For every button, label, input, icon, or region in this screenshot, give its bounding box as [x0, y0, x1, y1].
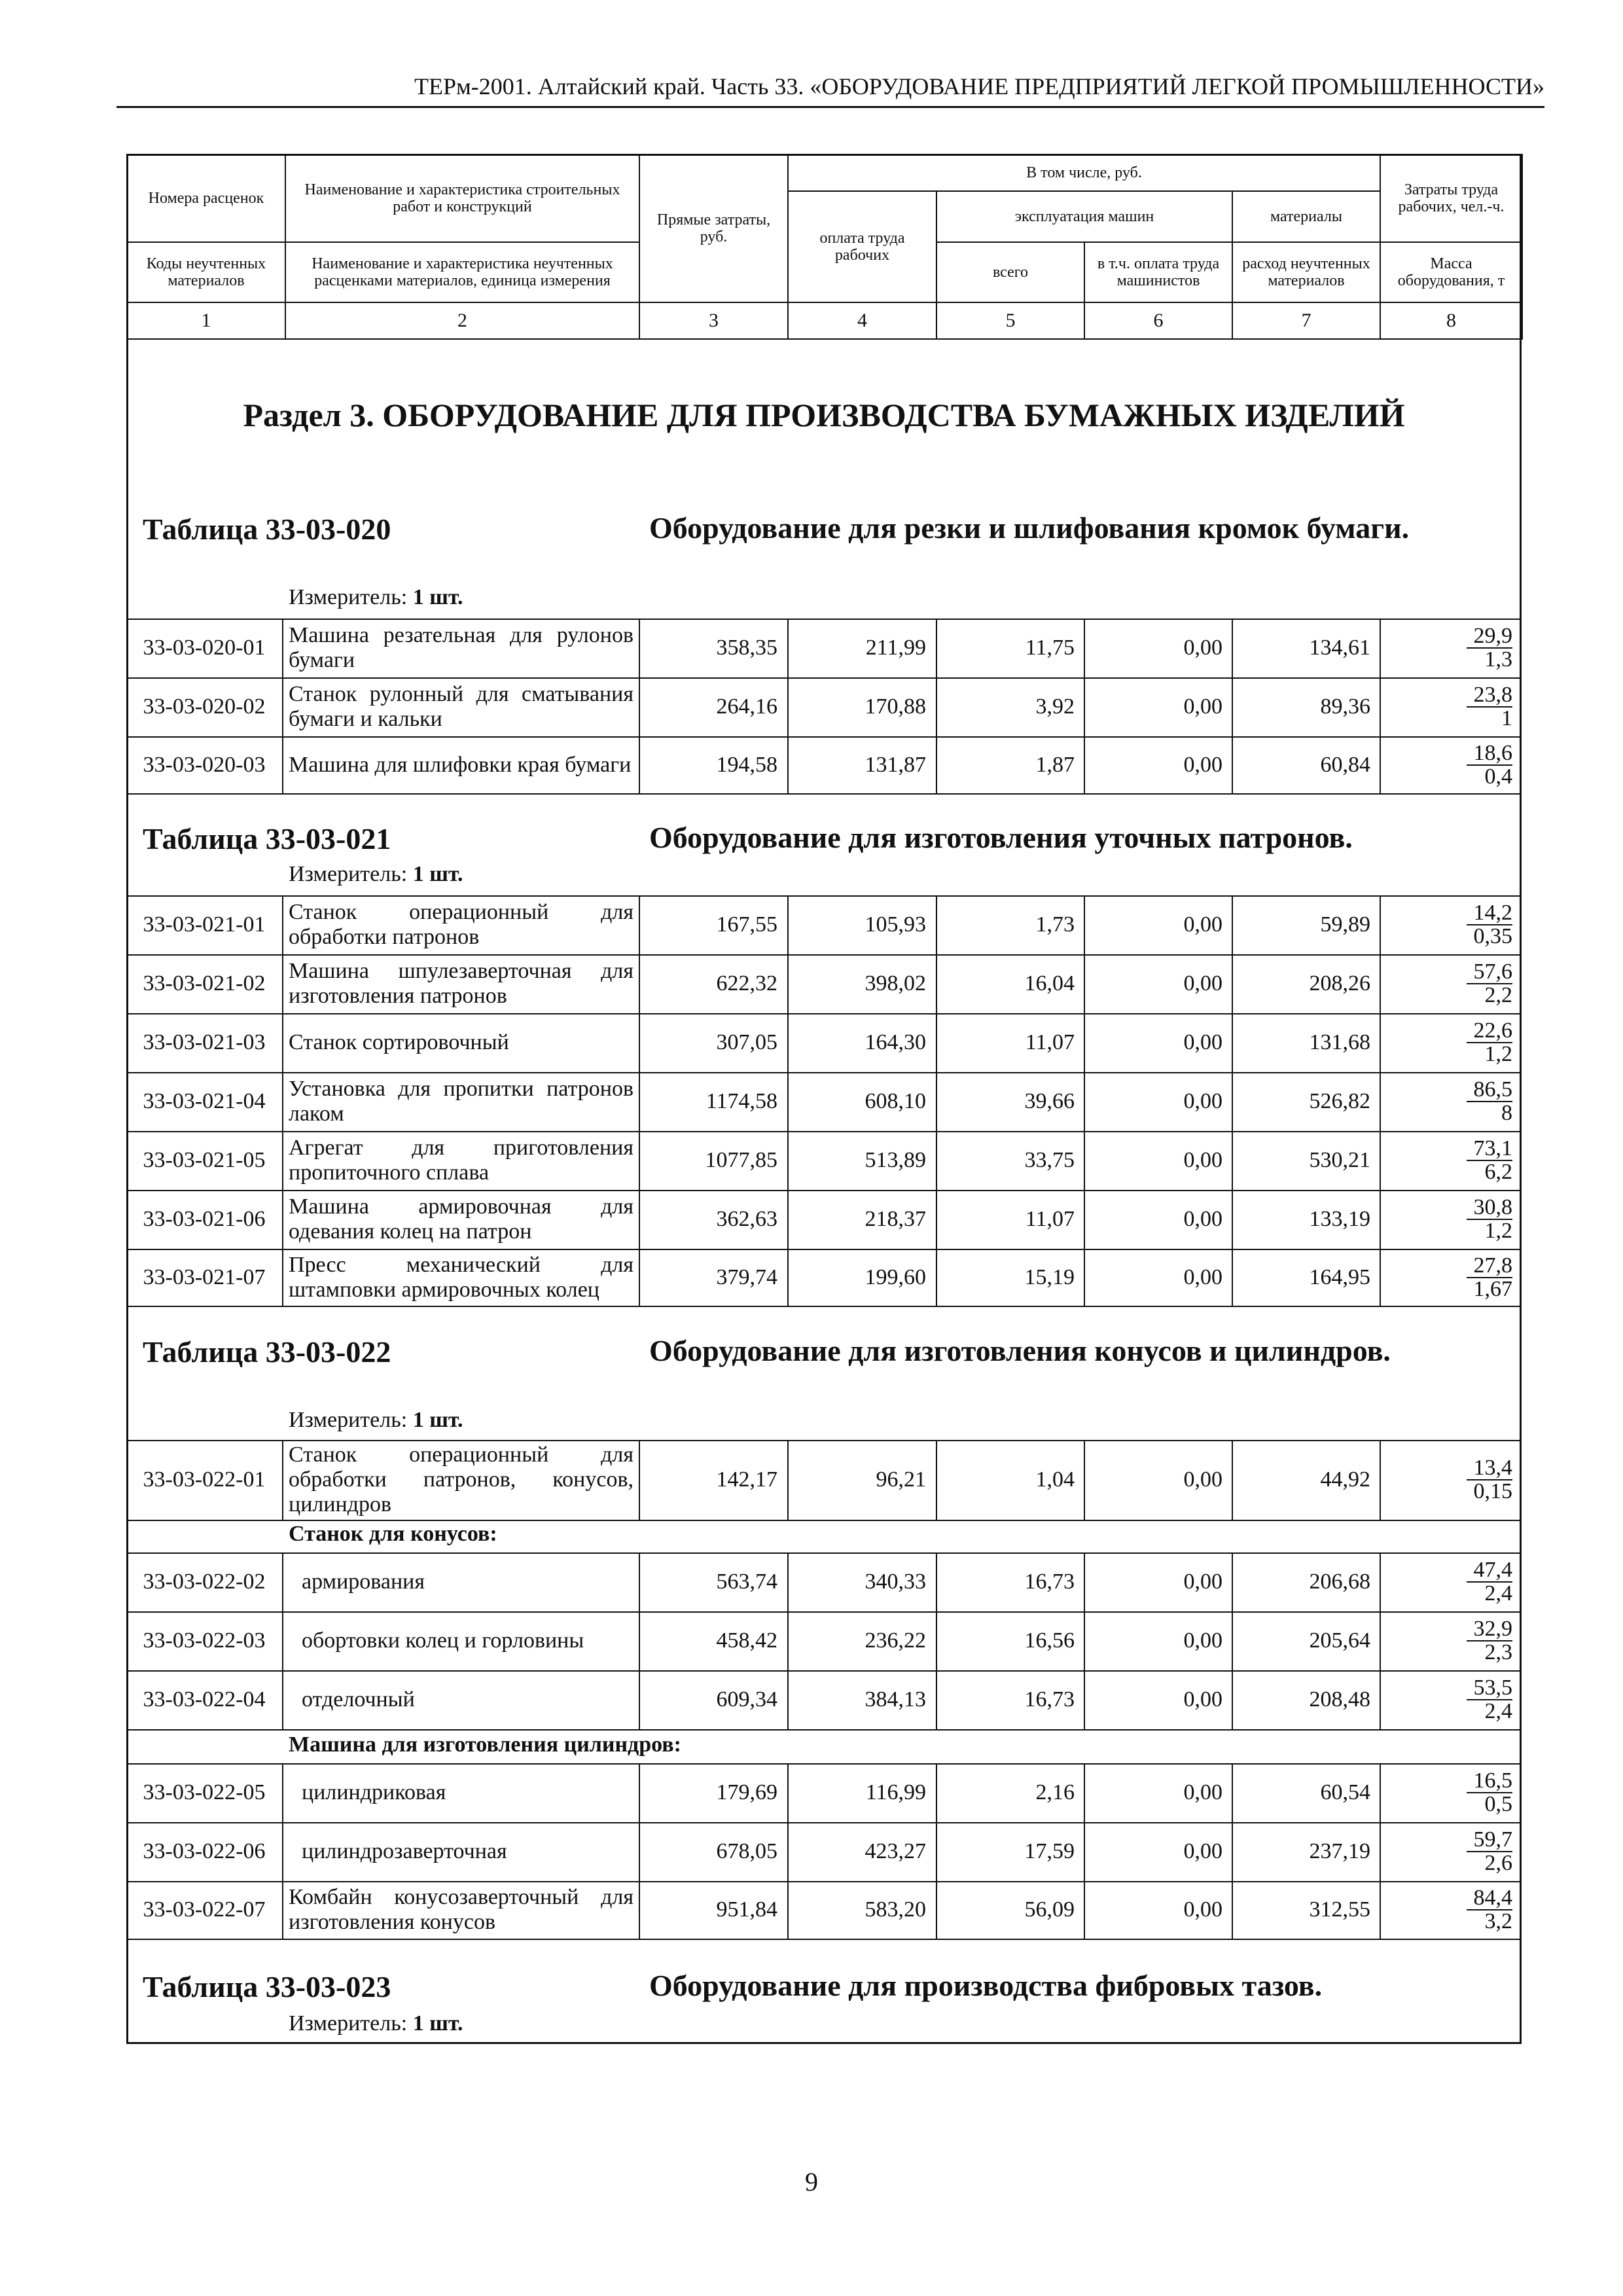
materials: 205,64	[1309, 1628, 1370, 1653]
labor-pay: 513,89	[865, 1148, 926, 1172]
machinist-pay: 0,00	[1183, 1687, 1222, 1712]
col-number: 2	[285, 302, 639, 339]
meter: Измеритель: 1 шт.	[289, 585, 463, 609]
labor-pay: 170,88	[865, 694, 926, 719]
labor-and-mass	[1380, 1440, 1522, 1520]
rule	[282, 1611, 283, 1670]
labor-cost: 86,5	[1467, 1079, 1512, 1102]
machinist-pay: 0,00	[1183, 636, 1222, 660]
rate-code: 33-03-022-05	[143, 1780, 266, 1804]
work-name: Станок операционный для обработки патронов	[289, 900, 633, 949]
work-name: Агрегат для приготовления пропиточного сплава	[289, 1136, 633, 1185]
rule	[282, 1249, 283, 1306]
rate-code: 33-03-021-01	[143, 912, 266, 937]
rule	[282, 1190, 283, 1249]
work-name: Машина шпулезаверточная для изготовления патронов	[289, 959, 633, 1008]
table-number: Таблица 33-03-022	[143, 1335, 391, 1369]
labor-pay: 340,33	[865, 1570, 926, 1594]
machinist-pay: 0,00	[1183, 1207, 1222, 1231]
work-name: Станок сортировочный	[289, 1030, 509, 1054]
hdr-incl: В том числе, руб.	[788, 154, 1380, 191]
equipment-mass: 1	[1501, 706, 1512, 730]
equipment-mass: 3,2	[1484, 1909, 1512, 1933]
materials: 208,26	[1309, 971, 1370, 996]
labor-pay: 398,02	[865, 971, 926, 996]
labor-cost: 23,8	[1467, 684, 1512, 708]
labor-cost: 59,7	[1467, 1829, 1512, 1852]
rate-code: 33-03-020-02	[143, 694, 266, 719]
labor-pay: 116,99	[865, 1780, 926, 1804]
rule	[126, 1552, 1522, 1554]
machinist-pay: 0,00	[1183, 1570, 1222, 1594]
direct-costs: 1077,85	[705, 1148, 777, 1172]
machinist-pay: 0,00	[1183, 1467, 1222, 1492]
labor-pay: 423,27	[865, 1839, 926, 1863]
running-head: ТЕРм-2001. Алтайский край. Часть 33. «ОБОРУДОВАНИЕ ПРЕДПРИЯТИЙ ЛЕГКОЙ ПРОМЫШЛЕННОСТИ»	[116, 71, 1544, 108]
equipment-mass: 2,4	[1484, 1699, 1512, 1723]
col-number: 3	[639, 302, 788, 339]
materials: 530,21	[1309, 1148, 1370, 1172]
hdr-materials: материалы	[1232, 191, 1380, 242]
rule	[126, 793, 1522, 795]
col-number: 8	[1380, 302, 1522, 339]
hdr-incl-machinist: в т.ч. оплата труда машинистов	[1084, 242, 1232, 302]
col-number: 6	[1084, 302, 1232, 339]
rule	[282, 895, 283, 954]
rule	[282, 1072, 283, 1131]
rule	[282, 1013, 283, 1072]
labor-pay: 218,37	[865, 1207, 926, 1231]
machine-ops-total: 16,04	[1024, 971, 1075, 996]
equipment-mass: 8	[1501, 1101, 1512, 1125]
materials: 134,61	[1309, 636, 1370, 660]
machinist-pay: 0,00	[1183, 1148, 1222, 1172]
subheading: Машина для изготовления цилиндров:	[289, 1732, 681, 1757]
machine-ops-total: 15,19	[1024, 1265, 1075, 1289]
direct-costs: 379,74	[716, 1265, 777, 1289]
rate-code: 33-03-022-01	[143, 1467, 266, 1492]
rule	[126, 1763, 1522, 1765]
materials: 312,55	[1309, 1897, 1370, 1922]
work-name: обортовки колец и горловины	[302, 1628, 584, 1653]
meter: Измеритель: 1 шт.	[289, 1408, 463, 1432]
direct-costs: 622,32	[716, 971, 777, 996]
direct-costs: 194,58	[716, 752, 777, 777]
labor-cost: 57,6	[1467, 961, 1512, 984]
labor-cost: 29,9	[1467, 625, 1512, 649]
machine-ops-total: 2,16	[1035, 1780, 1075, 1804]
materials: 44,92	[1320, 1467, 1370, 1492]
labor-cost: 14,2	[1467, 902, 1512, 925]
hdr-direct-costs: Прямые затраты, руб.	[639, 154, 788, 302]
direct-costs: 563,74	[716, 1570, 777, 1594]
machine-ops-total: 1,04	[1035, 1467, 1075, 1492]
machine-ops-total: 56,09	[1024, 1897, 1075, 1922]
equipment-mass: 0,15	[1473, 1479, 1512, 1503]
materials: 133,19	[1309, 1207, 1370, 1231]
equipment-mass: 2,3	[1484, 1640, 1512, 1664]
rule	[282, 1552, 283, 1611]
rule	[282, 1670, 283, 1729]
machinist-pay: 0,00	[1183, 1897, 1222, 1922]
rule	[282, 736, 283, 793]
page-number: 9	[805, 2167, 818, 2197]
rate-code: 33-03-022-07	[143, 1897, 266, 1922]
rule	[282, 1763, 283, 1822]
table-number: Таблица 33-03-021	[143, 822, 391, 855]
labor-cost: 22,6	[1467, 1020, 1512, 1043]
rate-code: 33-03-020-03	[143, 752, 266, 777]
rate-code: 33-03-022-04	[143, 1687, 266, 1712]
machine-ops-total: 39,66	[1024, 1089, 1075, 1113]
hdr-machine-ops: эксплуатация машин	[936, 191, 1232, 242]
work-name: Комбайн конусозаверточный для изготовления конусов	[289, 1885, 633, 1934]
table-title: Оборудование для резки и шлифования кромок бумаги.	[649, 511, 1410, 545]
machine-ops-total: 11,07	[1025, 1207, 1075, 1231]
labor-pay: 199,60	[865, 1265, 926, 1289]
rule	[282, 677, 283, 736]
labor-and-mass	[1380, 1763, 1522, 1822]
labor-and-mass	[1380, 677, 1522, 736]
rule	[126, 1939, 1522, 1940]
direct-costs: 678,05	[716, 1839, 777, 1863]
hdr-rate-numbers: Номера расценок	[127, 154, 285, 242]
materials: 60,84	[1320, 752, 1370, 777]
labor-pay: 131,87	[865, 752, 926, 777]
direct-costs: 951,84	[716, 1897, 777, 1922]
meter: Измеритель: 1 шт.	[289, 2011, 463, 2036]
work-name: Установка для пропитки патронов лаком	[289, 1077, 633, 1126]
labor-and-mass	[1380, 1249, 1522, 1306]
rule	[282, 619, 283, 677]
work-name: цилиндрозаверточная	[302, 1839, 507, 1863]
table-number: Таблица 33-03-020	[143, 512, 391, 546]
direct-costs: 1174,58	[705, 1089, 777, 1113]
rate-code: 33-03-021-07	[143, 1265, 266, 1289]
machine-ops-total: 11,07	[1025, 1030, 1075, 1054]
labor-pay: 384,13	[865, 1687, 926, 1712]
labor-and-mass	[1380, 1131, 1522, 1190]
machinist-pay: 0,00	[1183, 1265, 1222, 1289]
rule	[282, 954, 283, 1013]
materials: 526,82	[1309, 1089, 1370, 1113]
rule	[282, 1881, 283, 1939]
equipment-mass: 2,4	[1484, 1581, 1512, 1605]
rate-code: 33-03-021-03	[143, 1030, 266, 1054]
equipment-mass: 1,2	[1484, 1042, 1512, 1066]
machinist-pay: 0,00	[1183, 1089, 1222, 1113]
machinist-pay: 0,00	[1183, 752, 1222, 777]
subheading: Станок для конусов:	[289, 1522, 497, 1546]
materials: 208,48	[1309, 1687, 1370, 1712]
work-name: Машина резательная для рулонов бумаги	[289, 623, 633, 672]
rate-code: 33-03-021-04	[143, 1089, 266, 1113]
labor-cost: 16,5	[1467, 1770, 1512, 1793]
table-title: Оборудование для изготовления конусов и цилиндров.	[649, 1334, 1391, 1367]
labor-and-mass	[1380, 736, 1522, 793]
work-name: армирования	[302, 1570, 425, 1594]
labor-and-mass	[1380, 1822, 1522, 1881]
equipment-mass: 1,67	[1473, 1276, 1512, 1301]
rate-code: 33-03-021-05	[143, 1148, 266, 1172]
work-name: Пресс механический для штамповки армировочных колец	[289, 1252, 633, 1302]
direct-costs: 458,42	[716, 1628, 777, 1653]
direct-costs: 264,16	[716, 694, 777, 719]
machine-ops-total: 11,75	[1025, 636, 1075, 660]
rate-code: 33-03-022-02	[143, 1570, 266, 1594]
labor-pay: 96,21	[876, 1467, 926, 1492]
hdr-labor-pay: оплата труда рабочих	[788, 191, 936, 302]
labor-and-mass	[1380, 1881, 1522, 1939]
direct-costs: 307,05	[716, 1030, 777, 1054]
work-name: Станок рулонный для сматывания бумаги и кальки	[289, 682, 633, 731]
direct-costs: 142,17	[716, 1467, 777, 1492]
equipment-mass: 1,3	[1484, 647, 1512, 672]
materials: 60,54	[1320, 1780, 1370, 1804]
machinist-pay: 0,00	[1183, 1628, 1222, 1653]
machine-ops-total: 17,59	[1024, 1839, 1075, 1863]
labor-pay: 608,10	[865, 1089, 926, 1113]
labor-cost: 84,4	[1467, 1887, 1512, 1910]
labor-and-mass	[1380, 954, 1522, 1013]
col-number: 5	[936, 302, 1084, 339]
direct-costs: 358,35	[716, 636, 777, 660]
table-title: Оборудование для производства фибровых тазов.	[649, 1969, 1323, 2002]
labor-cost: 27,8	[1467, 1255, 1512, 1278]
table-title: Оборудование для изготовления уточных патронов.	[649, 821, 1353, 854]
rule	[282, 1131, 283, 1190]
work-name: цилиндриковая	[302, 1780, 446, 1804]
machine-ops-total: 1,73	[1035, 912, 1075, 937]
rate-code: 33-03-020-01	[143, 636, 266, 660]
labor-and-mass	[1380, 619, 1522, 677]
labor-pay: 583,20	[865, 1897, 926, 1922]
labor-cost: 32,9	[1467, 1618, 1512, 1641]
equipment-mass: 1,2	[1484, 1219, 1512, 1243]
materials: 59,89	[1320, 912, 1370, 937]
labor-and-mass	[1380, 1611, 1522, 1670]
col-number: 1	[127, 302, 285, 339]
labor-and-mass	[1380, 1190, 1522, 1249]
table-number: Таблица 33-03-023	[143, 1970, 391, 2003]
equipment-mass: 0,4	[1484, 764, 1512, 789]
hdr-material-codes: Коды неучтенных материалов	[127, 242, 285, 302]
hdr-material-names: Наименование и характеристика неучтенных расценками материалов, единица измерения	[285, 242, 639, 302]
hdr-labor-cost: Затраты труда рабочих, чел.-ч.	[1380, 154, 1522, 242]
machinist-pay: 0,00	[1183, 912, 1222, 937]
materials: 131,68	[1309, 1030, 1370, 1054]
work-name: Машина армировочная для одевания колец на патрон	[289, 1194, 633, 1244]
work-name: отделочный	[302, 1687, 415, 1712]
materials: 237,19	[1309, 1839, 1370, 1863]
labor-cost: 47,4	[1467, 1559, 1512, 1583]
rule	[126, 1306, 1522, 1307]
col-number: 4	[788, 302, 936, 339]
machinist-pay: 0,00	[1183, 971, 1222, 996]
machinist-pay: 0,00	[1183, 1780, 1222, 1804]
equipment-mass: 2,2	[1484, 983, 1512, 1007]
hdr-equipment-mass: Масса оборудования, т	[1380, 242, 1522, 302]
col-number: 7	[1232, 302, 1380, 339]
equipment-mass: 0,35	[1473, 924, 1512, 948]
rule	[126, 1520, 1522, 1521]
labor-and-mass	[1380, 1072, 1522, 1131]
equipment-mass: 6,2	[1484, 1160, 1512, 1184]
direct-costs: 167,55	[716, 912, 777, 937]
equipment-mass: 0,5	[1484, 1792, 1512, 1816]
work-name: Машина для шлифовки края бумаги	[289, 752, 632, 777]
materials: 164,95	[1309, 1265, 1370, 1289]
rate-code: 33-03-021-06	[143, 1207, 266, 1231]
rule	[282, 1440, 283, 1520]
rate-code: 33-03-021-02	[143, 971, 266, 996]
materials: 206,68	[1309, 1570, 1370, 1594]
direct-costs: 179,69	[716, 1780, 777, 1804]
labor-and-mass	[1380, 1552, 1522, 1611]
machine-ops-total: 1,87	[1035, 752, 1075, 777]
machinist-pay: 0,00	[1183, 1839, 1222, 1863]
machine-ops-total: 16,56	[1024, 1628, 1075, 1653]
labor-and-mass	[1380, 895, 1522, 954]
hdr-unaccounted-materials: расход неучтенных материалов	[1232, 242, 1380, 302]
labor-cost: 13,4	[1467, 1457, 1512, 1480]
machine-ops-total: 3,92	[1035, 694, 1075, 719]
labor-pay: 236,22	[865, 1628, 926, 1653]
rule	[126, 1729, 1522, 1731]
hdr-total: всего	[936, 242, 1084, 302]
labor-cost: 73,1	[1467, 1138, 1512, 1161]
equipment-mass: 2,6	[1484, 1851, 1512, 1875]
machine-ops-total: 16,73	[1024, 1570, 1075, 1594]
labor-pay: 164,30	[865, 1030, 926, 1054]
column-header	[126, 154, 1523, 340]
labor-cost: 18,6	[1467, 742, 1512, 766]
meter: Измеритель: 1 шт.	[289, 862, 463, 886]
machine-ops-total: 16,73	[1024, 1687, 1075, 1712]
labor-and-mass	[1380, 1670, 1522, 1729]
direct-costs: 362,63	[716, 1207, 777, 1231]
section-title: Раздел 3. ОБОРУДОВАНИЕ ДЛЯ ПРОИЗВОДСТВА БУМАЖНЫХ ИЗДЕЛИЙ	[243, 397, 1405, 433]
labor-cost: 30,8	[1467, 1196, 1512, 1220]
labor-pay: 105,93	[865, 912, 926, 937]
hdr-work-name: Наименование и характеристика строительных работ и конструкций	[285, 154, 639, 242]
materials: 89,36	[1320, 694, 1370, 719]
labor-cost: 53,5	[1467, 1677, 1512, 1700]
labor-pay: 211,99	[865, 636, 926, 660]
machinist-pay: 0,00	[1183, 1030, 1222, 1054]
direct-costs: 609,34	[716, 1687, 777, 1712]
machinist-pay: 0,00	[1183, 694, 1222, 719]
work-name: Станок операционный для обработки патронов, конусов, цилиндров	[289, 1443, 633, 1516]
labor-and-mass	[1380, 1013, 1522, 1072]
rule	[282, 1822, 283, 1881]
machine-ops-total: 33,75	[1024, 1148, 1075, 1172]
rate-code: 33-03-022-03	[143, 1628, 266, 1653]
rate-code: 33-03-022-06	[143, 1839, 266, 1863]
